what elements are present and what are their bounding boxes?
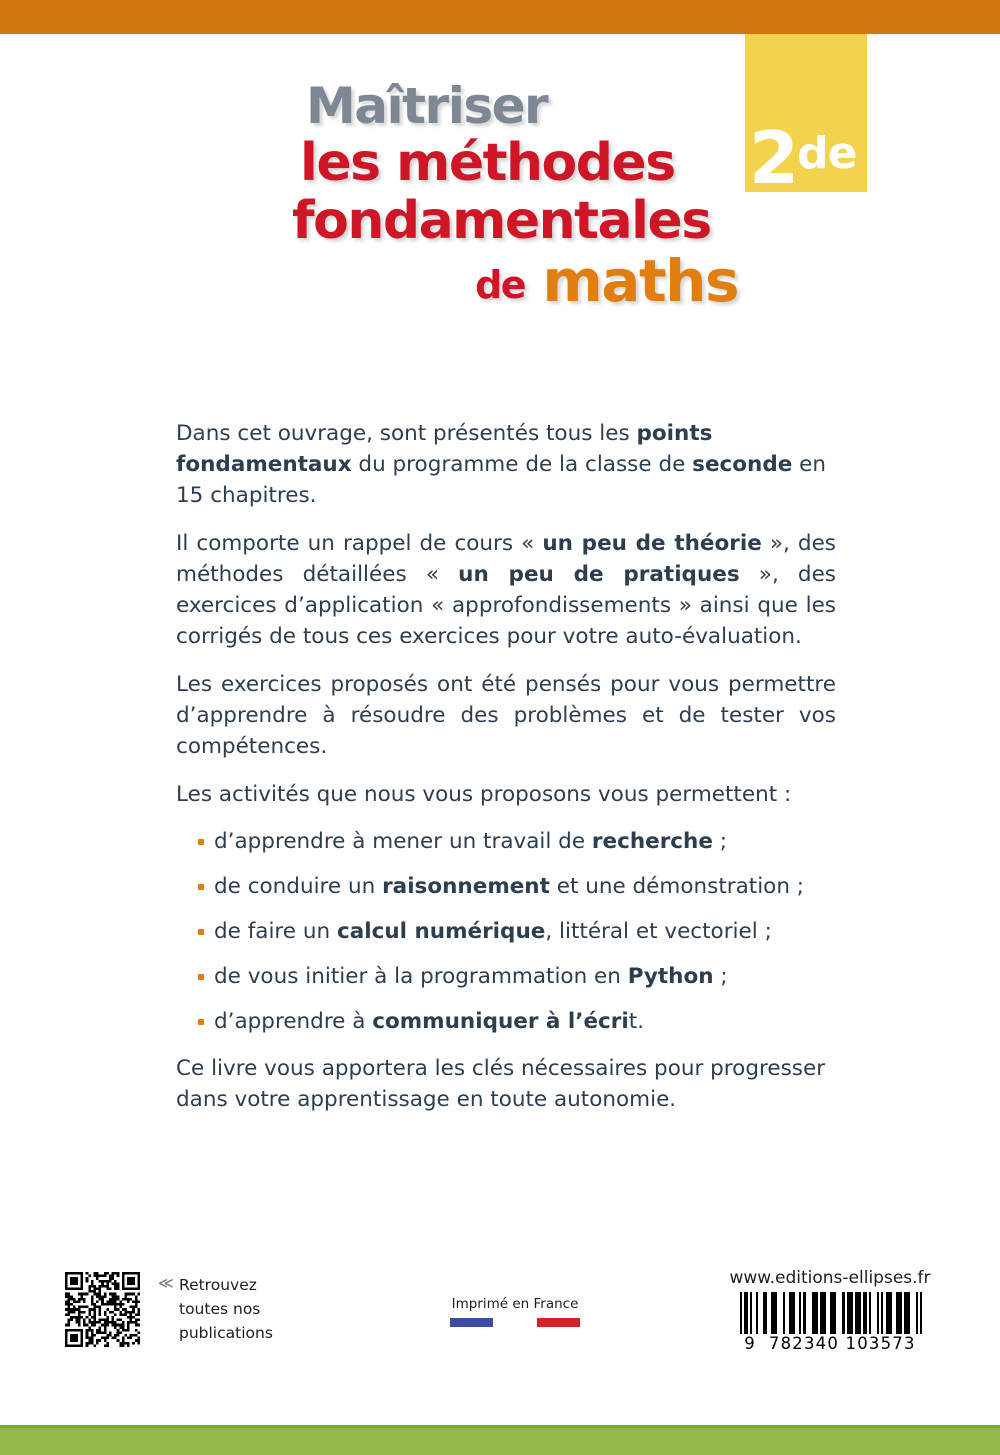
bullet-dot-icon	[198, 929, 204, 935]
isbn-barcode	[740, 1292, 922, 1334]
top-orange-band	[0, 0, 1000, 34]
bullet-3-post: ;	[713, 964, 728, 989]
qr-caption: Retrouvez toutes nos publications	[179, 1276, 273, 1342]
bullet-dot-icon	[198, 839, 204, 845]
title-line-methodes: les méthodes	[300, 133, 675, 193]
title-word-de: de	[475, 263, 526, 307]
bullet-4-post: t.	[628, 1009, 645, 1034]
bullet-dot-icon	[198, 974, 204, 980]
bullet-dot-icon	[198, 1019, 204, 1025]
flag-red-stripe	[537, 1318, 580, 1327]
bullet-dot-icon	[198, 884, 204, 890]
p2-strong-theorie: un peu de théorie	[542, 531, 762, 556]
list-item	[176, 872, 836, 902]
title-line-maitriser: Maîtriser	[306, 77, 548, 135]
back-cover-text	[176, 418, 836, 1132]
isbn-prefix: 9	[744, 1334, 756, 1353]
flag-blue-stripe	[450, 1318, 493, 1327]
bullet-1-post: et une démonstration ;	[549, 874, 805, 899]
title-line-de-maths	[300, 247, 750, 319]
level-number: 2	[749, 115, 798, 200]
bottom-green-band-edge	[0, 1425, 1000, 1428]
cover-title	[292, 77, 750, 319]
isbn-number	[725, 1334, 935, 1354]
bullet-1-pre: de conduire un	[214, 874, 383, 899]
qr-code-svg	[65, 1272, 140, 1347]
title-word-maths: maths	[542, 247, 738, 315]
list-item	[176, 827, 836, 857]
p1-part-c: du programme de la classe de	[351, 452, 693, 477]
publisher-website[interactable]: www.editions-ellipses.fr	[729, 1268, 931, 1288]
paragraph-2	[176, 528, 836, 652]
qr-code[interactable]	[65, 1272, 140, 1347]
list-item	[176, 962, 836, 992]
bullet-3-strong: Python	[627, 964, 714, 989]
bullet-4-pre: d’apprendre à	[214, 1009, 373, 1034]
p2-strong-pratiques: un peu de pratiques	[458, 562, 740, 587]
activities-list	[176, 827, 836, 1037]
list-item	[176, 1007, 836, 1037]
bullet-2-strong: calcul numérique	[336, 919, 546, 944]
bullet-0-strong: recherche	[591, 829, 713, 854]
flag-white-stripe	[493, 1318, 537, 1327]
title-line-fondamentales: fondamentales	[292, 191, 711, 251]
bullet-3-pre: de vous initier à la programmation en	[214, 964, 628, 989]
bullet-2-post: , littéral et vectoriel ;	[545, 919, 772, 944]
p2-part-e: », des exercices d’application « approfondissements » ainsi que les corrigés de tous ces exercices pour votre auto-évaluation.	[176, 562, 837, 649]
bottom-green-band	[0, 1425, 1000, 1455]
bullet-0-post: ;	[712, 829, 728, 854]
level-badge-text	[745, 34, 895, 200]
barcode-bar	[920, 1292, 922, 1334]
paragraph-1	[176, 418, 836, 511]
paragraph-5: Ce livre vous apportera les clés nécessaires pour progresser dans votre apprentissage en toute autonomie.	[176, 1056, 826, 1112]
p2-part-a: Il comporte un rappel de cours «	[176, 531, 543, 556]
paragraph-3: Les exercices proposés ont été pensés pour vous permettre d’apprendre à résoudre des problèmes et de tester vos compétences.	[176, 672, 836, 759]
bullet-4-strong: communiquer à l’écri	[372, 1009, 629, 1034]
p2-part-c: », des méthodes détaillées «	[176, 531, 837, 587]
p1-strong-seconde: seconde	[692, 452, 793, 477]
p1-strong-points: points fondamentaux	[176, 421, 713, 477]
isbn-group-2: 103573	[845, 1334, 916, 1353]
p1-part-a: Dans cet ouvrage, sont présentés tous les	[176, 421, 637, 446]
list-item	[176, 917, 836, 947]
chevron-left-icon: ≪	[158, 1275, 174, 1292]
french-flag-icon	[450, 1318, 580, 1327]
bullet-2-pre: de faire un	[214, 919, 337, 944]
bullet-1-strong: raisonnement	[382, 874, 550, 899]
p1-part-e: en 15 chapitres.	[176, 452, 827, 508]
isbn-group-1: 782340	[768, 1334, 840, 1353]
bullet-0-pre: d’apprendre à mener un travail de	[214, 829, 592, 854]
paragraph-4-intro: Les activités que nous vous proposons vous permettent :	[176, 782, 792, 807]
printed-in-france-label: Imprimé en France	[451, 1296, 579, 1312]
level-suffix: de	[797, 128, 857, 179]
